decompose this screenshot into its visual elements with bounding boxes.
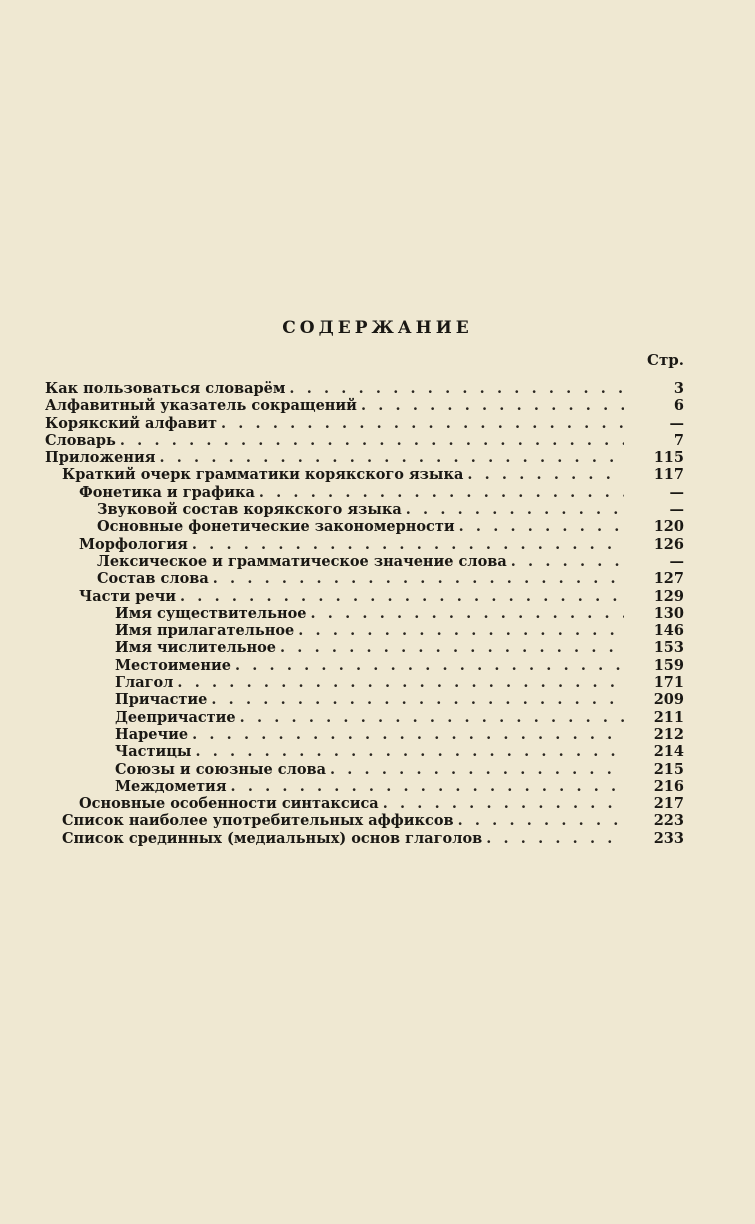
dot-leader [211,691,624,708]
dot-leader [259,484,624,501]
toc-entry-page: 129 [653,587,684,605]
toc-entry [0,778,684,795]
dot-leader [231,778,624,795]
toc-entry-page: 146 [653,622,684,640]
toc-entry-page: 216 [653,777,684,795]
dot-leader [361,397,624,414]
toc-entry [0,415,684,432]
toc-entry [0,588,684,605]
toc-entry-page: 171 [653,674,684,692]
toc-entry-title: Причастие [115,691,208,709]
dot-leader [192,536,624,553]
toc-entry-page: 209 [653,691,684,709]
toc-entry-title: Деепричастие [115,708,236,726]
toc-entry-title: Глагол [115,674,174,692]
toc-entry-page: 117 [653,466,684,484]
dot-leader [221,415,624,432]
dot-leader [467,466,624,483]
toc-entry [0,639,684,656]
toc-entry-page: — [669,552,684,570]
dot-leader [213,570,624,587]
dot-leader [235,657,624,674]
toc-entry [0,570,684,587]
dot-leader [298,622,624,639]
toc-entry [0,432,684,449]
toc-entry-page: 120 [653,518,684,536]
dot-leader [195,743,624,760]
toc-entry-page: 3 [673,380,684,397]
toc-entry [0,743,684,760]
toc-entry [0,830,684,847]
toc-entry-page: 115 [653,449,684,467]
toc-entry [0,466,684,483]
dot-leader [311,605,624,622]
table-of-contents [0,380,755,847]
toc-entry-title: Наречие [115,725,189,743]
dot-leader [180,588,624,605]
toc-entry [0,380,684,397]
toc-entry-title: Части речи [79,587,176,605]
toc-entry-title: Частицы [115,743,192,761]
dot-leader [459,518,624,535]
toc-entry [0,501,684,518]
toc-entry [0,709,684,726]
dot-leader [159,449,624,466]
toc-entry [0,518,684,535]
toc-entry [0,605,684,622]
toc-entry-title: Союзы и союзные слова [115,760,326,778]
toc-entry-page: 6 [673,397,684,415]
toc-entry-page: — [669,414,684,432]
toc-entry-page: 130 [653,604,684,622]
toc-entry [0,553,684,570]
toc-entry-title: Приложения [45,449,156,467]
toc-entry-page: 7 [673,431,684,449]
toc-entry-page: 217 [653,795,684,813]
toc-entry [0,484,684,501]
toc-entry [0,691,684,708]
toc-entry [0,397,684,414]
toc-entry-title: Местоимение [115,656,231,674]
page-title: СОДЕРЖАНИЕ [282,318,473,338]
toc-entry [0,795,684,812]
toc-entry-title: Морфология [79,535,188,553]
dot-leader [240,709,624,726]
dot-leader [177,674,624,691]
toc-entry-page: — [669,483,684,501]
page-column-label: Стр. [647,351,684,369]
toc-entry-title: Звуковой состав корякского языка [97,501,402,519]
dot-leader [406,501,624,518]
toc-entry-page: 211 [653,708,684,726]
toc-entry-title: Состав слова [97,570,209,588]
toc-entry-page: 153 [653,639,684,657]
toc-entry [0,622,684,639]
toc-entry-page: 233 [653,829,684,847]
toc-entry-page: — [669,501,684,519]
toc-entry-title: Как пользоваться словарём [45,380,286,397]
toc-entry-title: Основные особенности синтаксиса [79,795,379,813]
toc-entry [0,536,684,553]
toc-entry-title: Список наиболее употребительных аффиксов [62,812,454,830]
dot-leader [458,812,624,829]
toc-entry-title: Имя числительное [115,639,277,657]
toc-entry [0,674,684,691]
toc-entry-title: Корякский алфавит [45,414,217,432]
toc-entry-page: 215 [653,760,684,778]
toc-entry-title: Краткий очерк грамматики корякского языка [62,466,464,484]
dot-leader [486,830,624,847]
dot-leader [280,639,624,656]
toc-entry-title: Имя существительное [115,604,307,622]
toc-entry-title: Словарь [45,431,116,449]
dot-leader [330,761,624,778]
toc-entry-page: 159 [653,656,684,674]
toc-entry-page: 223 [653,812,684,830]
toc-entry-title: Фонетика и графика [79,483,255,501]
toc-entry-title: Алфавитный указатель сокращений [45,397,357,415]
toc-entry [0,449,684,466]
toc-entry-title: Имя прилагательное [115,622,295,640]
toc-entry-title: Список срединных (медиальных) основ глаголов [62,829,483,847]
dot-leader [289,380,624,397]
toc-entry-title: Междометия [115,777,227,795]
toc-entry-page: 127 [653,570,684,588]
toc-entry-page: 214 [653,743,684,761]
dot-leader [383,795,624,812]
toc-entry-page: 212 [653,725,684,743]
toc-entry [0,761,684,778]
dot-leader [511,553,624,570]
toc-entry [0,726,684,743]
toc-entry-page: 126 [653,535,684,553]
toc-entry [0,657,684,674]
toc-entry [0,812,684,829]
toc-entry-title: Основные фонетические закономерности [97,518,455,536]
dot-leader [192,726,624,743]
dot-leader [120,432,624,449]
toc-entry-title: Лексическое и грамматическое значение слова [97,552,507,570]
